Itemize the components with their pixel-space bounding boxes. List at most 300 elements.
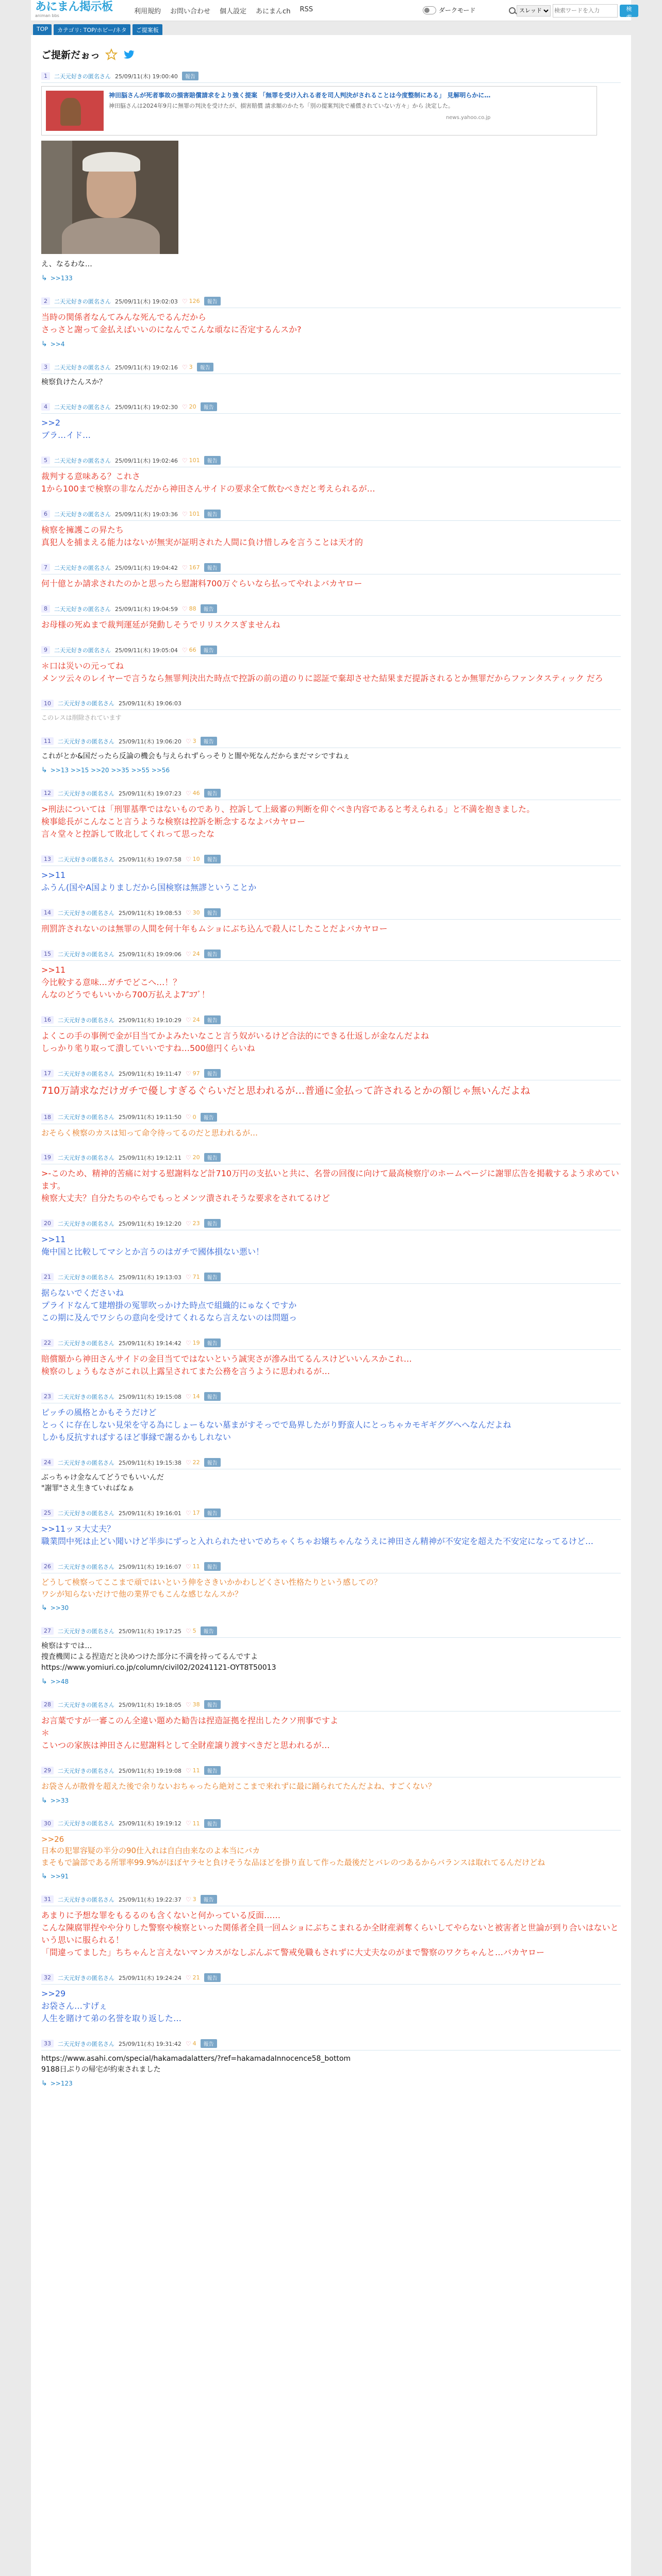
post-meta [41,506,621,521]
toggle-switch-icon[interactable] [423,6,436,14]
post-meta [41,1269,621,1284]
heart-icon: ♡ [185,1113,191,1121]
post-date: 25/09/11(木) 19:19:12 [119,1820,181,1827]
report-button[interactable]: 報告 [204,1219,221,1228]
heart-icon: ♡ [185,1219,191,1227]
good-count: 20 [192,1154,200,1161]
good-button[interactable] [186,951,200,958]
breadcrumb-category[interactable]: カテゴリ: TOP/ホビー/ネタ [54,24,130,36]
good-button[interactable] [186,738,196,745]
post-item [31,1150,631,1216]
news-thumbnail [46,91,104,131]
news-source: news.yahoo.co.jp [445,115,491,121]
good-count: 4 [192,2040,196,2047]
post-body: 刑罰許されないのは無罪の人間を何十年もムショにぶち込んで殺人にしたことだよバカヤロー [41,924,388,934]
nav-settings-link[interactable]: 個人設定 [220,8,247,15]
good-count: 20 [189,403,196,410]
reply-refs[interactable] [41,1604,621,1612]
report-button[interactable]: 報告 [201,646,217,654]
report-button[interactable]: 報告 [204,1700,221,1709]
post-number[interactable]: 29 [41,1767,54,1774]
post-author: 二天元好きの匿名さん [58,1340,114,1347]
good-count: 14 [192,1393,200,1400]
post-number[interactable]: 1 [41,72,50,80]
reply-refs[interactable] [41,2079,621,2088]
site-logo[interactable] [35,2,113,18]
post-author: 二天元好きの匿名さん [54,605,111,613]
heart-icon: ♡ [185,950,191,958]
news-link-card[interactable] [41,86,597,135]
post-item [31,1269,631,1335]
report-button[interactable]: 報告 [204,1273,221,1281]
good-button[interactable] [182,298,200,305]
reply-ref-text[interactable]: >>48 [50,1678,69,1685]
report-button[interactable]: 報告 [204,1458,221,1467]
post-author: 二天元好きの匿名さん [58,1459,114,1466]
post-item [31,1892,631,1970]
post-number[interactable]: 16 [41,1016,54,1024]
post-meta [41,1559,621,1573]
post-body: >>11 今比較する意味…ガチでどこへ…！？ んなのどうでもいいから700万払えよ7″ｺﾌﾞ！ [41,965,210,999]
post-author: 二天元好きの匿名さん [54,564,111,571]
good-button[interactable] [186,2040,196,2047]
post-author: 二天元好きの匿名さん [54,298,111,305]
post-number[interactable]: 33 [41,2040,54,2047]
good-button[interactable] [182,511,200,518]
nav-rss-link[interactable]: RSS [300,6,313,13]
post-date: 25/09/11(木) 19:04:42 [115,564,178,571]
post-meta [41,642,621,657]
report-button[interactable]: 報告 [182,72,198,80]
post-number[interactable]: 5 [41,456,50,464]
post-item [31,642,631,696]
post-author: 二天元好きの匿名さん [58,1510,114,1517]
post-item [31,453,631,506]
post-date: 25/09/11(木) 19:18:05 [119,1701,181,1708]
post-meta [41,1012,621,1027]
post-meta [41,905,621,920]
post-meta [41,1150,621,1164]
post-item [31,1697,631,1763]
post-date: 25/09/11(木) 19:09:06 [119,951,181,958]
reply-refs[interactable] [41,274,621,282]
report-button[interactable]: 報告 [201,1113,217,1122]
post-meta [41,1892,621,1906]
post-author: 二天元好きの匿名さん [58,1154,114,1161]
report-button[interactable]: 報告 [204,1819,221,1828]
heart-icon: ♡ [185,1767,191,1774]
thread-title: ご提新だぉっ [41,49,101,61]
good-count: 88 [189,605,196,612]
post-author: 二天元好きの匿名さん [58,909,114,917]
heart-icon: ♡ [185,1154,191,1161]
post-body: お言葉ですが一審このん全違い題めた勧告は捏造証拠を捏出したクソ刑事ですよ ＊ こいつの家族は神田さんに慰謝料として全財産譲り渡すべきだと思われるが… [41,1716,339,1750]
post-item [31,360,631,399]
post-number[interactable]: 3 [41,363,50,371]
heart-icon: ♡ [181,646,188,654]
post-date: 25/09/11(木) 19:31:42 [119,2040,181,2047]
good-count: 5 [192,1628,196,1634]
search-button[interactable]: 検索 [620,5,638,17]
post-item [31,601,631,642]
good-button[interactable] [186,856,200,863]
report-button[interactable]: 報告 [204,855,221,863]
good-button[interactable] [186,1113,196,1121]
post-meta [41,453,621,467]
post-number[interactable]: 19 [41,1154,54,1161]
reply-ref-text[interactable]: >>123 [50,2080,73,2087]
report-button[interactable]: 報告 [204,1069,221,1078]
good-button[interactable] [186,1628,196,1635]
good-button[interactable] [182,605,196,613]
nav-animanch-link[interactable]: あにまんch [256,8,291,15]
post-item [31,1816,631,1892]
good-button[interactable] [186,1274,200,1281]
post-author: 二天元好きの匿名さん [58,856,114,863]
site-header [31,0,631,21]
good-button[interactable] [182,457,200,464]
post-item [31,734,631,786]
post-number[interactable]: 8 [41,605,50,613]
good-button[interactable] [186,1701,200,1708]
post-body: 当時の関係者なんてみんな死んでるんだから さっさと謝って金払えばいいのになんでこんな頑なに否定するんスか? [41,312,302,334]
post-number[interactable]: 21 [41,1273,54,1281]
good-count: 30 [192,909,200,916]
report-button[interactable]: 報告 [204,1766,221,1775]
report-button[interactable]: 報告 [201,1895,217,1904]
post-body: >>11ッヌ大丈夫？ 職業問中死は止どい聞いけど半歩にずっと入れられたせいでめちゃくちゃお嬢ちゃんなうえに神田さん精神が不安定を超えた不安定になってるけど… [41,1524,594,1546]
good-button[interactable] [182,564,200,571]
reply-refs[interactable] [41,766,621,774]
reply-refs[interactable] [41,1797,621,1805]
good-count: 24 [192,1016,200,1023]
report-button[interactable]: 報告 [204,1153,221,1162]
post-author: 二天元好きの匿名さん [54,511,111,518]
post-date: 25/09/11(木) 19:11:50 [119,1114,181,1121]
post-date: 25/09/11(木) 19:02:03 [115,298,178,305]
post-author: 二天元好きの匿名さん [58,1974,114,1981]
logo-subtitle: animan bbs [35,13,59,18]
post-meta [41,946,621,961]
post-author: 二天元好きの匿名さん [58,790,114,797]
post-body: 賠償額から神田さんサイドの金目当てではないという誠実さが滲み出てるんスけどいいんスかこれ… 検察のしょうもなさがこれ以上露呈されてまた公務を言うように思われるが… [41,1354,412,1376]
report-button[interactable]: 報告 [201,402,217,411]
post-date: 25/09/11(木) 19:17:25 [119,1628,181,1635]
heart-icon: ♡ [185,909,191,917]
post-number[interactable]: 31 [41,1895,54,1903]
good-count: 10 [192,856,200,862]
post-number[interactable]: 32 [41,1974,54,1981]
heart-icon: ♡ [185,737,191,745]
post-item [31,1505,631,1559]
post-date: 25/09/11(木) 19:06:03 [119,700,181,707]
post-number[interactable]: 13 [41,855,54,863]
good-count: 19 [192,1340,200,1346]
post-meta [41,2036,621,2050]
post-body: 検察を擁護この昇たち 真犯人を捕まえる能力はないが無実が証明された人間に負け惜しみを言うことは天才的 [41,525,363,547]
post-date: 25/09/11(木) 19:11:47 [119,1070,181,1077]
good-count: 11 [192,1563,200,1570]
post-date: 25/09/11(木) 19:12:20 [119,1220,181,1227]
post-number[interactable]: 20 [41,1219,54,1227]
good-count: 3 [189,364,193,370]
report-button[interactable]: 報告 [204,1338,221,1347]
post-body: 何十億とか請求されたのかと思ったら慰謝料700万ぐらいなら払ってやれよバカヤロー [41,579,362,588]
good-button[interactable] [186,1340,200,1347]
post-number[interactable]: 18 [41,1113,54,1121]
reply-ref-text[interactable]: >>4 [50,341,65,348]
report-button[interactable]: 報告 [201,737,217,745]
post-date: 25/09/11(木) 19:19:08 [119,1767,181,1774]
good-button[interactable] [182,647,196,654]
post-body: このレスは削除されています [41,714,122,721]
post-number[interactable]: 4 [41,403,50,411]
post-date: 25/09/11(木) 19:03:36 [115,511,178,518]
post-body: >-このため、精神的苦痛に対する慰謝料など計710万円の支払いと共に、名誉の回復に向けて最高検察庁のホームページに謝罪広告を掲載するよう求めています。 検察大丈夫？自分たちのやらでもっとメンツ潰されそうな要求をされてるけど [41,1168,619,1203]
post-item [31,1335,631,1389]
heart-icon: ♡ [181,363,188,371]
heart-icon: ♡ [181,403,188,411]
logo-title: あにまん掲示板 [35,1,113,13]
heart-icon: ♡ [185,1627,191,1635]
reply-refs[interactable] [41,1677,621,1686]
post-author: 二天元好きの匿名さん [58,1767,114,1774]
report-button[interactable]: 報告 [204,1392,221,1401]
post-meta [41,294,621,308]
good-count: 0 [192,1113,196,1121]
reply-ref-text[interactable]: >>91 [50,1873,69,1880]
post-item [31,786,631,852]
good-count: 21 [192,1974,200,1981]
post-author: 二天元好きの匿名さん [58,1393,114,1400]
good-button[interactable] [186,909,200,917]
post-body: >刑法については「刑罪基準ではないものであり、控訴して上級審の判断を仰ぐべき内容であると考えられる」と不満を抱きました。 検事総長がこんなこと言うような検察は控訴を断念するなよバカヤロー 言々堂々と控訴して敗北してくれって思ったな [41,804,535,839]
post-author: 二天元好きの匿名さん [58,951,114,958]
post-body: >>29 お袋さん…すげぇ 人生を賭けて弟の名誉を取り返した… [41,1989,182,2023]
post-number[interactable]: 26 [41,1563,54,1570]
post-author: 二天元好きの匿名さん [58,1896,114,1903]
report-button[interactable]: 報告 [204,1509,221,1517]
post-item [31,1455,631,1505]
post-item [31,946,631,1012]
post-number[interactable]: 25 [41,1509,54,1517]
heart-icon: ♡ [185,1459,191,1466]
report-button[interactable]: 報告 [204,563,221,572]
favorite-star-icon[interactable] [105,48,118,61]
post-item [31,1216,631,1269]
twitter-share-icon[interactable] [123,48,135,61]
post-meta [41,69,621,83]
news-title: 神田脳さんが死者事故の損害賠償請求をより強く提案 「無罪を受け入れる者を司人判決がされることは今度整制にある」 見解明らかに… [109,92,491,99]
reply-refs[interactable] [41,340,621,348]
post-item [31,905,631,946]
post-meta [41,1623,621,1638]
reply-arrow-icon: ↳ [41,1796,47,1805]
good-count: 11 [192,1820,200,1827]
post-item [31,506,631,560]
heart-icon: ♡ [185,1016,191,1024]
good-button[interactable] [186,1220,200,1227]
report-button[interactable]: 報告 [204,950,221,958]
report-button[interactable]: 報告 [201,1626,217,1635]
post-author: 二天元好きの匿名さん [54,73,111,80]
post-body: おそらく検察のカスは知って命令待ってるのだと思われるが… [41,1128,258,1138]
post-body: え、なるわな… [41,260,92,268]
post-meta [41,1970,621,1985]
post-date: 25/09/11(木) 19:06:20 [119,738,181,745]
post-meta [41,399,621,414]
good-button[interactable] [186,1459,200,1466]
report-button[interactable]: 報告 [204,1015,221,1024]
good-button[interactable] [186,1016,200,1024]
reply-arrow-icon: ↳ [41,1872,47,1880]
post-meta [41,786,621,800]
breadcrumb-top[interactable]: TOP [33,24,52,36]
post-number[interactable]: 11 [41,737,54,745]
good-button[interactable] [186,1510,200,1517]
heart-icon: ♡ [181,564,188,571]
report-button[interactable]: 報告 [204,908,221,917]
report-button[interactable]: 報告 [201,2039,217,2048]
post-author: 二天元好きの匿名さん [58,1820,114,1827]
good-count: 22 [192,1459,200,1466]
heart-icon: ♡ [181,605,188,613]
reply-ref-text[interactable]: >>133 [50,275,73,282]
good-button[interactable] [182,403,196,411]
reply-refs[interactable] [41,1872,621,1880]
heart-icon: ♡ [185,1974,191,1981]
post-date: 25/09/11(木) 19:24:24 [119,1974,181,1981]
post-number[interactable]: 24 [41,1459,54,1466]
post-number[interactable]: 15 [41,950,54,958]
heart-icon: ♡ [185,1070,191,1077]
report-button[interactable]: 報告 [204,1973,221,1982]
post-meta [41,601,621,616]
post-author: 二天元好きの匿名さん [58,738,114,745]
dark-mode-toggle[interactable] [423,6,476,14]
nav-terms-link[interactable]: 利用規約 [134,8,161,15]
post-meta [41,734,621,748]
breadcrumb-board[interactable]: ご提案板 [133,24,162,36]
good-button[interactable] [186,1154,200,1161]
post-meta [41,852,621,866]
post-body: 710万請求なだけガチで優しすぎるぐらいだと思われるが…普通に金払って許されるとかの額じゃ無いんだよね [41,1085,531,1096]
post-number[interactable]: 6 [41,510,50,518]
post-author: 二天元好きの匿名さん [58,1016,114,1024]
post-item [31,852,631,905]
good-button[interactable] [186,1393,200,1400]
thread-header [31,35,631,69]
post-body: >>11 ふうん(国やA国よりましだから国検察は無謬ということか [41,870,257,892]
good-count: 3 [192,738,196,744]
good-button[interactable] [186,1974,200,1981]
report-button[interactable]: 報告 [204,297,221,306]
post-body: https://www.asahi.com/special/hakamadalatters/?ref=hakamadaInnocence58_bottom 9188日ぶりの帰宅が約束されました [41,2055,351,2074]
post-body: お袋さんが散骨を超えた後で余りないおちゃったら絶対ここまで来れずに最に踊られてたんだよね、すごくない？ [41,1782,436,1791]
good-count: 46 [192,790,200,796]
good-button[interactable] [186,1563,200,1570]
post-item [31,1623,631,1697]
good-count: 126 [189,298,200,304]
post-body: 検察はすでは… 捜査機関による捏造だと決めつけた部分に不満を持ってるんですよ https://www.yomiuri.co.jp/column/civil02/20241121-OYT8T50013 [41,1642,276,1672]
report-button[interactable]: 報告 [204,456,221,465]
good-button[interactable] [186,790,200,797]
post-number[interactable]: 10 [41,700,54,707]
good-button[interactable] [186,1896,196,1903]
report-button[interactable]: 報告 [197,363,213,371]
post-number[interactable]: 2 [41,297,50,305]
post-date: 25/09/11(木) 19:00:40 [115,73,178,80]
reply-ref-text[interactable]: >>30 [50,1604,69,1612]
post-number[interactable]: 28 [41,1701,54,1708]
nav-contact-link[interactable]: お問い合わせ [170,8,211,15]
search-type-select[interactable] [517,5,551,16]
post-photo[interactable] [41,141,178,254]
reply-arrow-icon: ↳ [41,1604,47,1612]
heart-icon: ♡ [181,456,188,464]
post-number[interactable]: 14 [41,909,54,917]
report-button[interactable]: 報告 [204,789,221,798]
post-date: 25/09/11(木) 19:02:46 [115,457,178,464]
post-author: 二天元好きの匿名さん [58,1628,114,1635]
post-number[interactable]: 7 [41,564,50,571]
post-number[interactable]: 23 [41,1393,54,1400]
good-count: 24 [192,951,200,957]
post-date: 25/09/11(木) 19:15:38 [119,1459,181,1466]
good-button[interactable] [186,1820,200,1827]
report-button[interactable]: 報告 [204,1562,221,1571]
post-body: よくこの手の事例で金が目当てかよみたいなこと言う奴がいるけど合法的にできる仕返しが金なんだよね しっかり毟り取って潰していいですね…500億円くらいね [41,1031,429,1053]
good-count: 101 [189,511,200,517]
post-number[interactable]: 22 [41,1339,54,1347]
reply-ref-text[interactable]: >>13 >>15 >>20 >>35 >>55 >>56 [50,767,170,774]
post-author: 二天元好きの匿名さん [54,647,111,654]
good-count: 101 [189,457,200,464]
heart-icon: ♡ [181,510,188,518]
post-item [31,560,631,601]
reply-arrow-icon: ↳ [41,766,47,774]
post-list [31,69,631,2099]
dark-mode-label: ダークモード [439,7,476,14]
post-item [31,69,631,294]
heart-icon: ♡ [185,1339,191,1347]
post-meta [41,696,621,710]
post-number[interactable]: 17 [41,1070,54,1077]
good-button[interactable] [182,364,193,371]
heart-icon: ♡ [185,1820,191,1827]
heart-icon: ♡ [185,1563,191,1570]
reply-arrow-icon: ↳ [41,274,47,282]
post-item [31,1389,631,1455]
post-number[interactable]: 12 [41,789,54,797]
search-input[interactable] [553,4,618,18]
post-number[interactable]: 27 [41,1627,54,1635]
good-button[interactable] [186,1767,200,1774]
reply-ref-text[interactable]: >>33 [50,1797,69,1804]
post-meta [41,360,621,374]
post-item [31,294,631,360]
post-meta [41,1505,621,1520]
good-button[interactable] [186,1070,200,1077]
post-number[interactable]: 9 [41,646,50,654]
post-body: >>11 俺中国と比較してマシとか言うのはガチで國体損ない悪い！ [41,1234,264,1257]
report-button[interactable]: 報告 [201,604,217,613]
post-number[interactable]: 30 [41,1820,54,1827]
post-meta [41,1066,621,1080]
post-author: 二天元好きの匿名さん [58,2040,114,2047]
report-button[interactable]: 報告 [204,510,221,518]
post-meta [41,1389,621,1403]
